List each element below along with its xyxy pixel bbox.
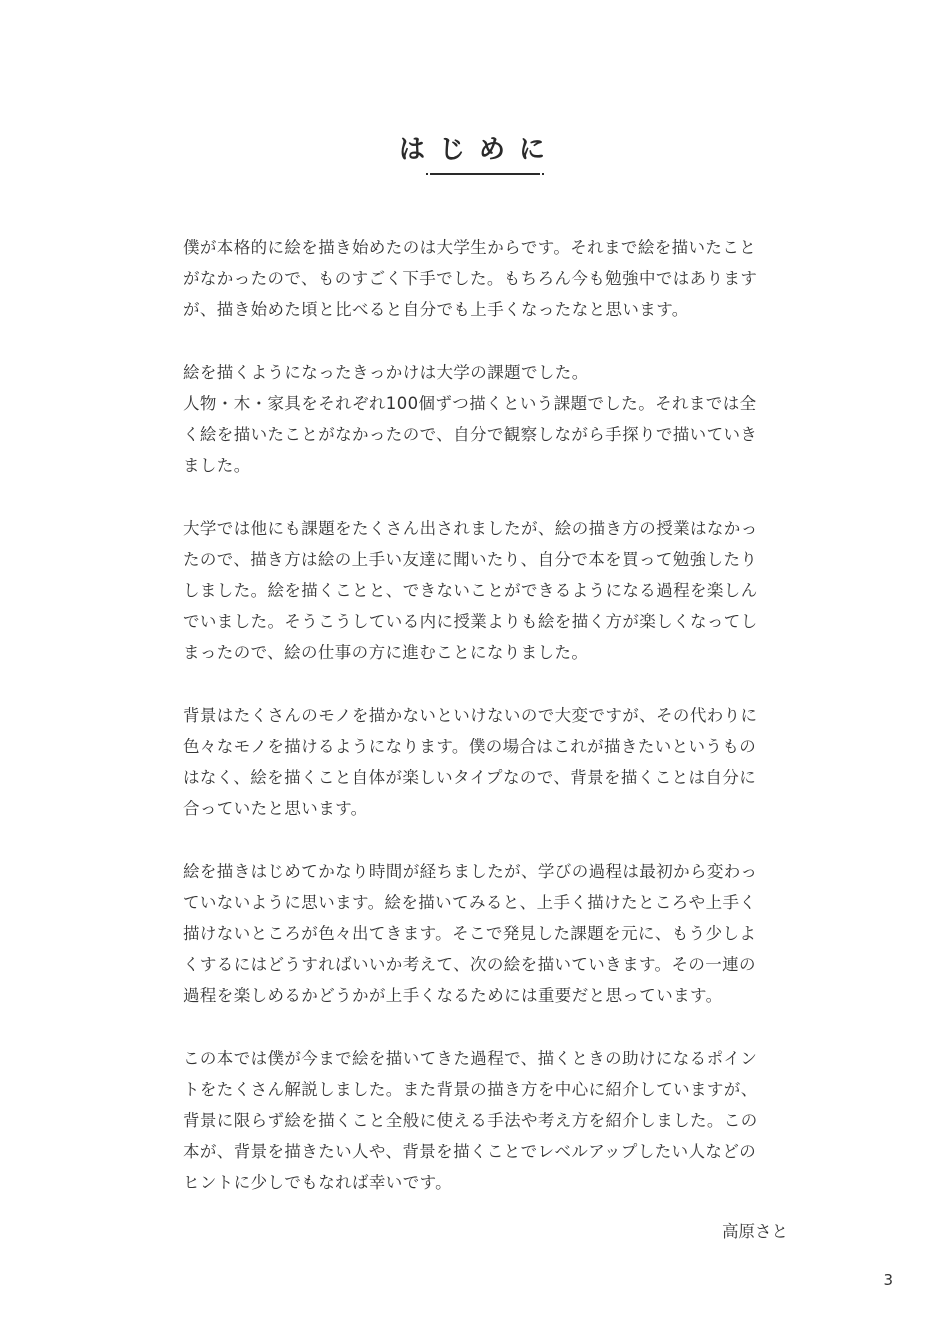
text-line: 過程を楽しめるかどうかが上手くなるためには重要だと思っています。 — [183, 986, 723, 1005]
text-line: 絵を描くようになったきっかけは大学の課題でした。 — [183, 363, 589, 382]
text-line: ました。 — [183, 456, 251, 475]
underline-dot-right — [542, 173, 544, 175]
text-line: くするにはどうすればいいか考えて、次の絵を描いていきます。その一連の — [183, 955, 756, 974]
text-line: 背景に限らず絵を描くこと全般に使える手法や考え方を紹介しました。この — [183, 1111, 758, 1130]
text-line: 色々なモノを描けるようになります。僕の場合はこれが描きたいというもの — [183, 737, 757, 756]
underline-dot-left — [426, 173, 428, 175]
page-title-wrap — [0, 132, 944, 168]
text-line: はなく、絵を描くこと自体が楽しいタイプなので、背景を描くことは自分に — [183, 768, 757, 787]
text-line: ヒントに少しでもなれば幸いです。 — [183, 1173, 453, 1192]
page-title: はじめに — [398, 135, 559, 165]
text-line: 本が、背景を描きたい人や、背景を描くことでレベルアップしたい人などの — [183, 1142, 757, 1161]
paragraph-1 — [183, 232, 789, 325]
text-line: しました。絵を描くことと、できないことができるようになる過程を楽しん — [183, 581, 758, 600]
text-line: トをたくさん解説しました。また背景の描き方を中心に紹介していますが、 — [183, 1080, 758, 1099]
text-line: 人物・木・家具をそれぞれ100個ずつ描くという課題でした。それまでは全 — [183, 394, 757, 413]
text-line: まったので、絵の仕事の方に進むことになりました。 — [183, 643, 589, 662]
page-number: 3 — [883, 1271, 893, 1289]
text-line: がなかったので、ものすごく下手でした。もちろん今も勉強中ではあります — [183, 269, 758, 288]
text-line: 描けないところが色々出てきます。そこで発見した課題を元に、もう少しよ — [183, 924, 757, 943]
text-line: 背景はたくさんのモノを描かないといけないので大変ですが、その代わりに — [183, 706, 758, 725]
title-underline — [426, 172, 544, 176]
text-line: この本では僕が今まで絵を描いてきた過程で、描くときの助けになるポイン — [183, 1049, 758, 1068]
text-line: 合っていたと思います。 — [183, 799, 368, 818]
text-line: でいました。そうこうしている内に授業よりも絵を描く方が楽しくなってし — [183, 612, 758, 631]
paragraph-6 — [183, 1043, 789, 1198]
text-line: 絵を描きはじめてかなり時間が経ちましたが、学びの過程は最初から変わっ — [183, 862, 758, 881]
paragraph-2 — [183, 357, 789, 481]
text-line: が、描き始めた頃と比べると自分でも上手くなったなと思います。 — [183, 300, 689, 319]
text-line: ていないように思います。絵を描いてみると、上手く描けたところや上手く — [183, 893, 757, 912]
text-line: 僕が本格的に絵を描き始めたのは大学生からです。それまで絵を描いたこと — [183, 238, 757, 257]
underline-bar — [430, 173, 540, 175]
text-line: 大学では他にも課題をたくさん出されましたが、絵の描き方の授業はなかっ — [183, 519, 758, 538]
text-line: たので、描き方は絵の上手い友達に聞いたり、自分で本を買って勉強したり — [183, 550, 758, 569]
paragraph-5 — [183, 856, 789, 1011]
body-text — [183, 232, 789, 1230]
paragraph-3 — [183, 513, 789, 668]
author-signature: 高原さと — [722, 1222, 788, 1241]
paragraph-4 — [183, 700, 789, 824]
text-line: く絵を描いたことがなかったので、自分で観察しながら手探りで描いていき — [183, 425, 758, 444]
